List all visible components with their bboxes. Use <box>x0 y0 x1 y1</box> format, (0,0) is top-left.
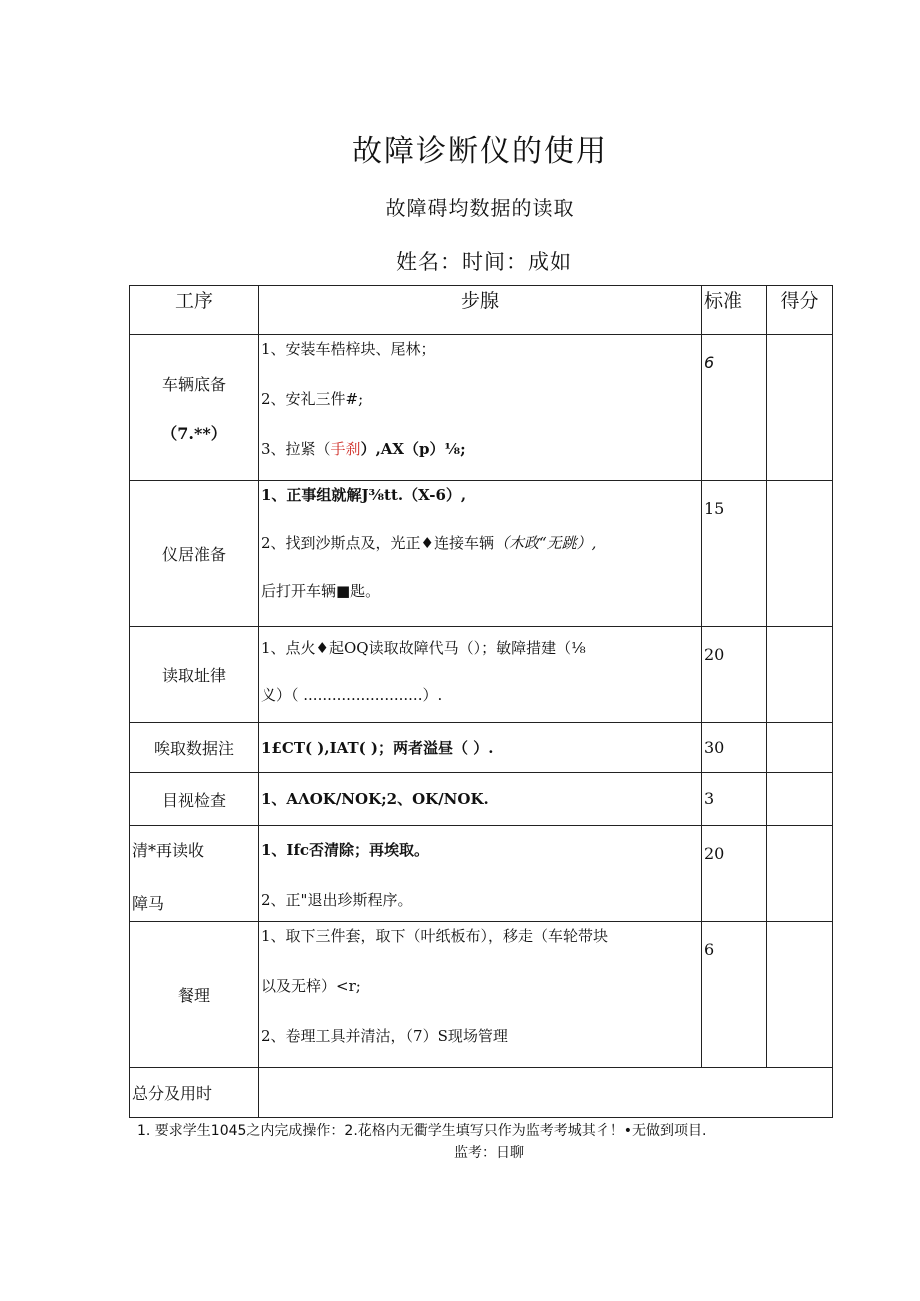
table-header-row <box>130 286 833 335</box>
points-cell[interactable] <box>767 826 833 922</box>
document-title: 故障诊断仪的使用 <box>352 134 608 169</box>
table-row <box>130 627 833 723</box>
header-points: 得分 <box>767 286 833 335</box>
assessment-table <box>129 285 833 1118</box>
points-cell[interactable] <box>767 481 833 627</box>
process-name-cont: 障马 <box>132 894 165 913</box>
process-name: 清*再读收 <box>132 841 205 860</box>
process-name-cell <box>130 627 259 723</box>
steps-cell <box>259 723 702 773</box>
step-line: 2、安礼三件#; <box>261 390 364 408</box>
step-line: 后打开车辆■匙。 <box>261 582 381 600</box>
standard-score: 6 <box>702 922 767 1068</box>
steps-cell <box>259 826 702 922</box>
step-line: 2、卷理工具并清沽，（7）S现场管理 <box>261 1027 508 1045</box>
process-name-cell <box>130 335 259 481</box>
process-name: 仪居准备 <box>161 545 226 564</box>
steps-cell <box>259 335 702 481</box>
step-line: 1、AΛOK/NOK;2、OK/NOK. <box>261 790 489 808</box>
process-name-cell <box>130 826 259 922</box>
standard-score: 20 <box>702 627 767 723</box>
step-text: ）,AX（p）⅛; <box>360 440 466 458</box>
process-name-note: （7.**） <box>161 423 227 443</box>
table-row <box>130 826 833 922</box>
total-row <box>130 1068 833 1118</box>
steps-cell <box>259 922 702 1068</box>
header-process: 工序 <box>130 286 259 335</box>
proctor-signature-line: 监考：日聊 <box>454 1145 524 1161</box>
process-name: 车辆底备 <box>161 374 226 394</box>
table-row <box>130 922 833 1068</box>
points-cell[interactable] <box>767 922 833 1068</box>
process-name-cell <box>130 773 259 826</box>
step-line: 2、正"退出珍斯程序。 <box>261 891 413 909</box>
total-label: 总分及用时 <box>130 1068 259 1118</box>
step-line: 义）（ .........................）. <box>261 686 443 704</box>
table-row <box>130 335 833 481</box>
standard-score: 20 <box>702 826 767 922</box>
process-name-cell <box>130 481 259 627</box>
instructions-note: 1. 要求学生1045之内完成操作：2.花格内无衢学生填写只作为监考考城其彳！•无做到项目. <box>137 1123 707 1139</box>
table-row <box>130 723 833 773</box>
process-name-cell <box>130 922 259 1068</box>
step-line <box>261 439 701 459</box>
process-name: 餐理 <box>177 986 210 1005</box>
steps-cell <box>259 627 702 723</box>
standard-score: 6 <box>702 335 767 481</box>
document-subtitle: 故障碍均数据的读取 <box>385 196 575 220</box>
step-line <box>261 533 701 553</box>
header-steps: 步腺 <box>259 286 702 335</box>
handbrake-text: 手刹 <box>330 440 361 458</box>
process-name: 读取址律 <box>161 666 226 685</box>
step-line: 1、安装车梏梓块、尾林； <box>261 340 436 358</box>
process-name: 目视检查 <box>161 790 226 810</box>
step-line: 1£CT( ),IAT( )；两者溢昼（ ）. <box>261 738 494 757</box>
points-cell[interactable] <box>767 773 833 826</box>
name-time-score-line: 姓名：时间：成如 <box>396 250 572 274</box>
step-text: （木政“无跳）, <box>494 534 597 552</box>
standard-score: 15 <box>702 481 767 627</box>
steps-cell <box>259 481 702 627</box>
standard-score: 30 <box>702 723 767 773</box>
step-line <box>261 840 701 860</box>
step-line: 1、点火♦起OQ读取故障代马（）；敏障措建（⅛ <box>261 639 586 657</box>
points-cell[interactable] <box>767 627 833 723</box>
step-text: 3、拉紧（ <box>261 440 331 458</box>
table-row <box>130 481 833 627</box>
step-line: 1、取下三件套，取下（叶纸板布），移走（车轮带块 <box>261 927 609 945</box>
points-cell[interactable] <box>767 723 833 773</box>
step-text: 1、Ifc否清除；再埃取。 <box>261 841 430 859</box>
header-standard: 标准 <box>702 286 767 335</box>
process-name: 唉取数据注 <box>153 739 234 758</box>
step-line: 1、正事组就解J⅜tt.（X-6）, <box>261 486 467 504</box>
table-row <box>130 773 833 826</box>
step-line: 以及无梓）<r; <box>261 977 361 995</box>
step-text: 2、找到沙斯点及，光正♦连接车辆 <box>261 534 494 552</box>
standard-score: 3 <box>702 773 767 826</box>
steps-cell <box>259 773 702 826</box>
process-name-cell <box>130 723 259 773</box>
total-value-cell[interactable] <box>259 1068 833 1118</box>
points-cell[interactable] <box>767 335 833 481</box>
